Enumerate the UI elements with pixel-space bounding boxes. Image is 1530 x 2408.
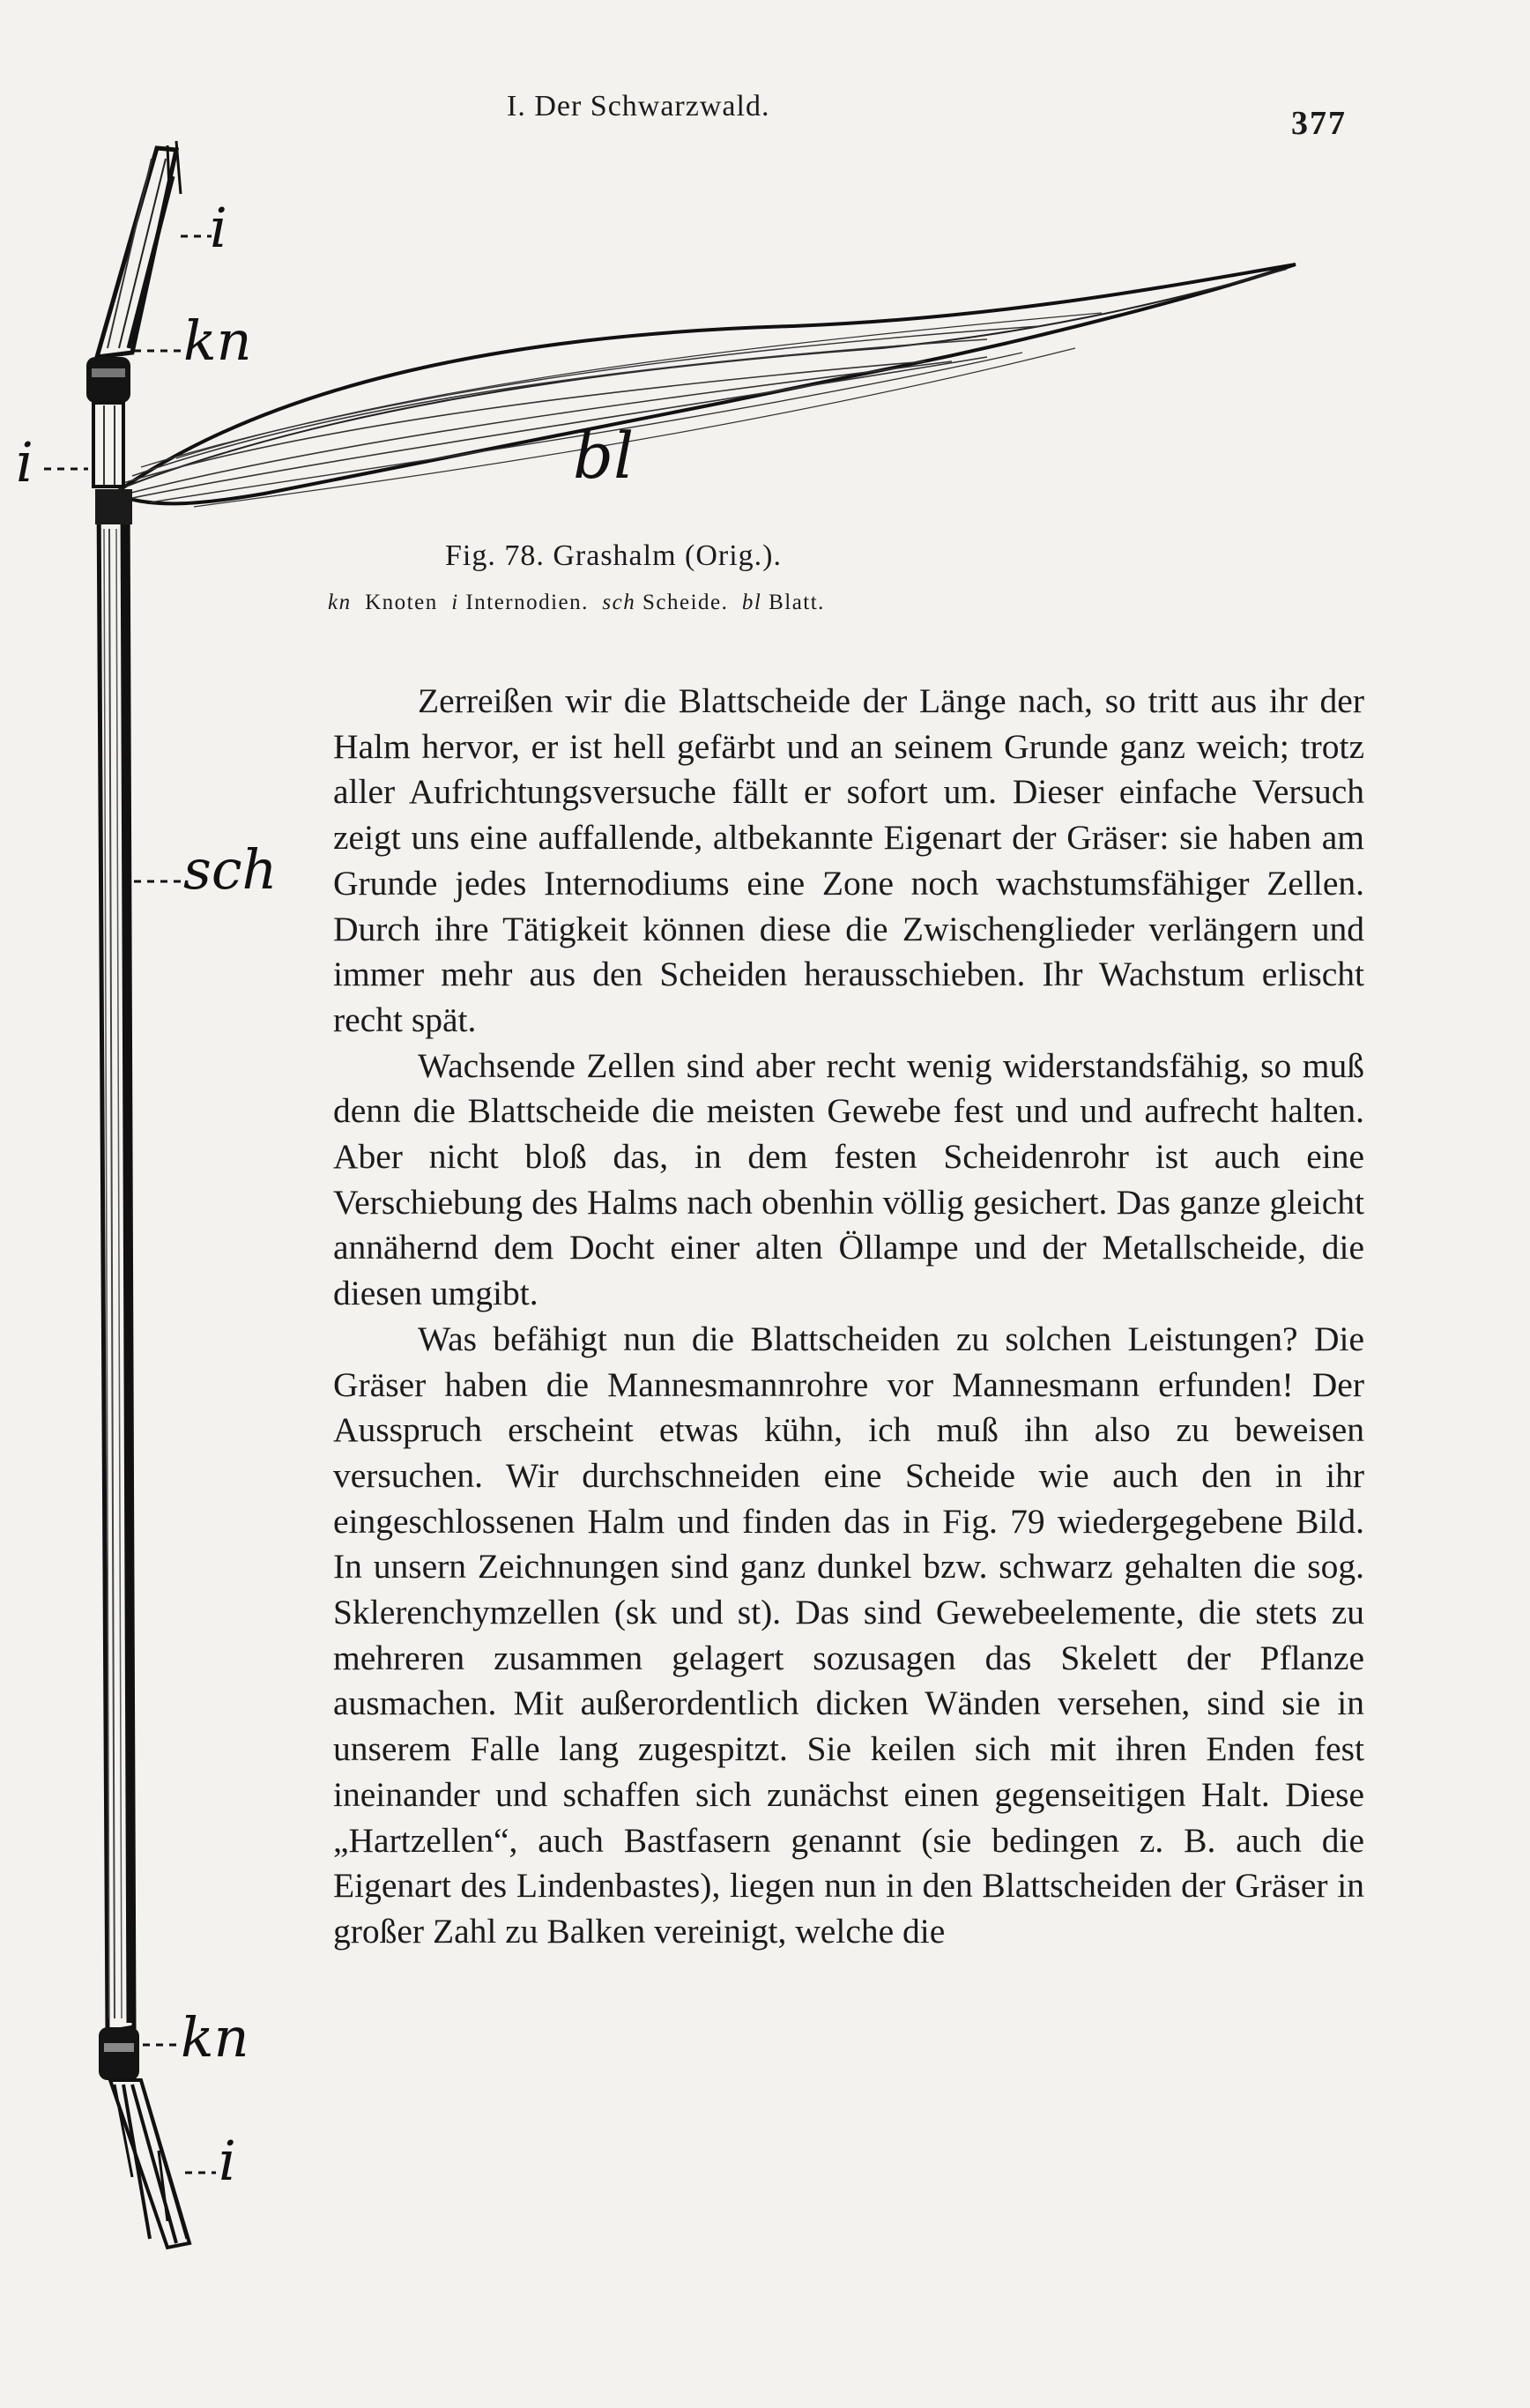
- leaf-blade: [115, 264, 1296, 507]
- legend-abbr: kn: [328, 591, 352, 614]
- lower-internode: [110, 2080, 189, 2248]
- upper-node: [86, 357, 130, 403]
- body-text: [333, 679, 1364, 1955]
- short-internode: [93, 403, 123, 487]
- legend-text: Internodien.: [465, 591, 589, 614]
- paragraph: Was befähigt nun die Blattscheiden zu solchen Leistungen? Die Gräser haben die Mannesmannrohre vor Mannesmann erfunden! Der Ausspruch erscheint etwas kühn, ich muß ihn also zu beweisen versuchen. Wir durchschneiden eine Scheide wie auch den in ihr eingeschlossenen Halm und finden das in Fig. 79 wiedergegebene Bild. In unsern Zeichnungen sind ganz dunkel bzw. schwarz gehalten die sog. Sklerenchymzellen (sk und st). Das sind Gewebeelemente, die stets zu mehreren zusammen gelagert sozusagen das Skelett der Pflanze ausmachen. Mit außerordentlich dicken Wänden versehen, sind sie in unserem Falle lang zugespitzt. Sie keilen sich mit ihren Enden fest ineinander und schaffen sich zunächst einen gegenseitigen Halt. Diese „Hartzellen“, auch Bastfasern genannt (sie bedingen z. B. auch die Eigenart des Lindenbastes), liegen nun in den Blattscheiden der Gräser in großer Zahl zu Balken vereinigt, welche die: [333, 1319, 1364, 1951]
- lower-node: [99, 2027, 139, 2080]
- label-kn-top: kn: [183, 308, 252, 373]
- page-number: 377: [1291, 105, 1347, 142]
- legend-text: Scheide.: [642, 591, 729, 614]
- legend-abbr: sch: [602, 591, 636, 614]
- figure-caption-title: Fig. 78. Grashalm (Orig.).: [445, 539, 783, 572]
- legend-text: Knoten: [365, 591, 438, 614]
- label-i-bottom: i: [219, 2129, 236, 2193]
- legend-abbr: i: [451, 591, 459, 614]
- figure-caption-legend: [328, 591, 825, 615]
- legend-text: Blatt.: [769, 591, 825, 614]
- paragraph: Wachsende Zellen sind aber recht wenig widerstandsfähig, so muß denn die Blattscheide die meisten Gewebe fest und und aufrecht halten. Aber nicht bloß das, in dem festen Scheidenrohr ist auch eine Verschiebung des Halms nach obenhin völlig gesichert. Das ganze gleicht annähernd dem Docht einer alten Öllampe und der Metallscheide, die diesen umgibt.: [333, 1045, 1364, 1313]
- label-bl: bl: [573, 419, 635, 493]
- legend-abbr: bl: [741, 591, 762, 614]
- upper-internode: [97, 141, 181, 357]
- label-i-left: i: [16, 430, 33, 494]
- running-head: I. Der Schwarzwald.: [507, 90, 770, 123]
- label-sch: sch: [183, 837, 278, 902]
- paragraph: Zerreißen wir die Blattscheide der Länge nach, so tritt aus ihr der Halm hervor, er ist hell gefärbt und an seinem Grunde ganz weich; trotz aller Aufrichtungsversuche fällt er sofort um. Dieser einfache Versuch zeigt uns eine auffallende, altbekannte Eigenart der Gräser: sie haben am Grunde jedes Internodiums eine Zone noch wachstumsfähiger Zellen. Durch ihre Tätigkeit können diese die Zwischenglieder verlängern und immer mehr aus den Scheiden herausschieben. Ihr Wachstum erlischt recht spät.: [333, 681, 1364, 1039]
- label-kn-bottom: kn: [181, 2005, 249, 2070]
- leaf-sheath: [95, 489, 134, 2032]
- label-i-top: i: [210, 196, 227, 260]
